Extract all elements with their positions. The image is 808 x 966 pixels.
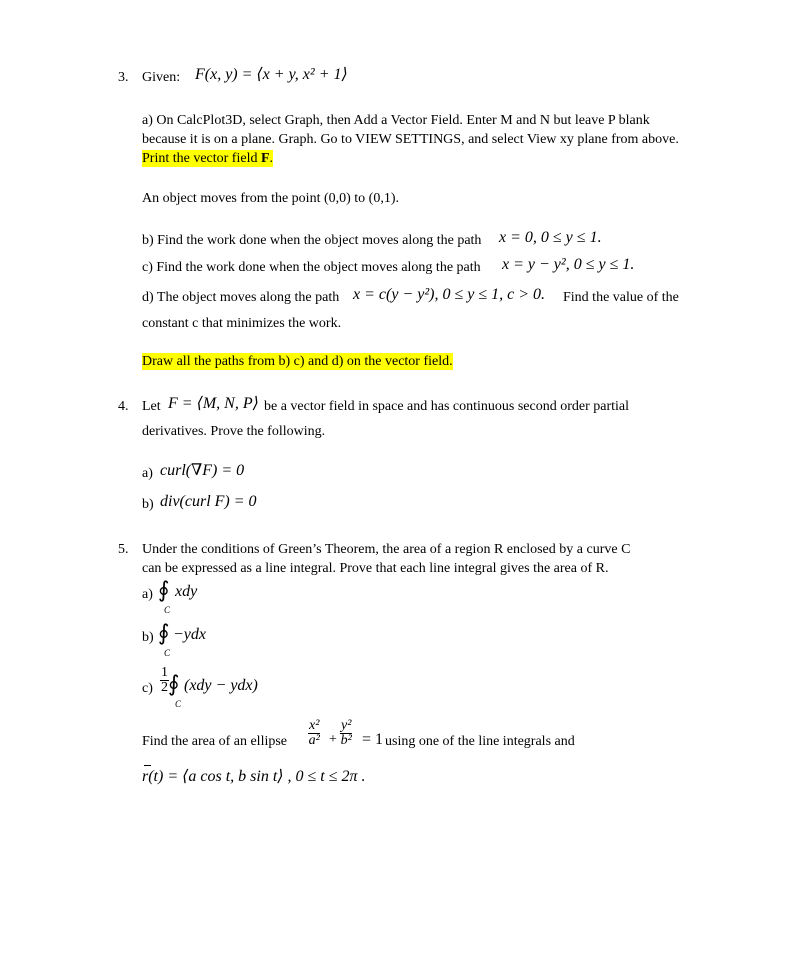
q3-part-b-expression: x = 0, 0 ≤ y ≤ 1. — [499, 229, 602, 246]
b-squared: b² — [340, 733, 352, 748]
q4-number: 4. — [118, 399, 129, 414]
one-half-numerator: 1 — [161, 665, 168, 680]
y-squared: y² — [341, 718, 352, 733]
contour-subscript-b: C — [164, 648, 171, 658]
y-over-b-fraction — [340, 719, 352, 748]
ellipse-plus: + — [329, 732, 337, 747]
q3-part-d-line2: constant c that minimizes the work. — [142, 316, 342, 331]
a-squared: a² — [308, 733, 320, 748]
contour-integral-symbol-c: ∮ — [168, 672, 180, 697]
ellipse-equals-one: = 1 — [362, 731, 384, 748]
q4-part-b-expression: div(curl F) = 0 — [160, 493, 257, 510]
q5-line2: can be expressed as a line integral. Prove that each line integral gives the area of R. — [142, 561, 609, 576]
contour-integral-symbol-b: ∮ — [158, 621, 170, 646]
q3-given-label: Given: — [142, 70, 181, 85]
q5-number: 5. — [118, 542, 129, 557]
one-half-denominator: 2 — [161, 680, 168, 695]
q5-part-a-expression: xdy — [175, 583, 198, 600]
q3-part-d-text2: Find the value of the — [563, 290, 679, 305]
q4-part-b-label: b) — [142, 497, 154, 512]
q4-part-a-expression: curl(∇F) = 0 — [160, 462, 245, 479]
q4-line2: derivatives. Prove the following. — [142, 424, 326, 439]
q5-find-area-text2: using one of the line integrals and — [385, 734, 575, 749]
q5-parametrization: r(t) = ⟨a cos t, b sin t⟩ , 0 ≤ t ≤ 2π . — [142, 768, 366, 785]
q5-line1: Under the conditions of Green’s Theorem, the area of a region R enclosed by a curve C — [142, 542, 631, 557]
q3-part-a-line1: a) On CalcPlot3D, select Graph, then Add a Vector Field. Enter M and N but leave P blank — [142, 113, 650, 128]
q5-part-b-expression: −ydx — [173, 626, 206, 643]
q4-part-a-label: a) — [142, 466, 153, 481]
q5-part-b-label: b) — [142, 630, 154, 645]
contour-subscript-c: C — [175, 699, 182, 709]
q3-number: 3. — [118, 70, 129, 85]
q3-part-c-text: c) Find the work done when the object moves along the path — [142, 260, 481, 275]
contour-subscript-a: C — [164, 605, 171, 615]
q3-draw-highlight: Draw all the paths from b) c) and d) on the vector field. — [142, 354, 453, 369]
q4-text2: be a vector field in space and has continuous second order partial — [264, 399, 630, 414]
q3-part-d-expression: x = c(y − y²), 0 ≤ y ≤ 1, c > 0. — [353, 286, 546, 303]
q3-print-period: . — [269, 151, 274, 166]
q3-print-bold-f: F — [260, 151, 270, 166]
q3-given-expression: F(x, y) = ⟨x + y, x² + 1⟩ — [195, 66, 348, 83]
x-squared: x² — [309, 718, 320, 733]
q5-part-c-expression: (xdy − ydx) — [184, 677, 258, 694]
q3-part-b-text: b) Find the work done when the object moves along the path — [142, 233, 482, 248]
q3-print-text: Print the vector field — [142, 151, 261, 166]
q5-part-c-label: c) — [142, 681, 153, 696]
q3-part-a-line2: because it is on a plane. Graph. Go to VIEW SETTINGS, and select View xy plane from above. — [142, 132, 679, 147]
q3-part-d-text: d) The object moves along the path — [142, 290, 340, 305]
q4-expression: F = ⟨M, N, P⟩ — [168, 395, 259, 412]
vector-arrow-mark — [144, 765, 151, 766]
x-over-a-fraction — [308, 719, 320, 748]
contour-integral-symbol-a: ∮ — [158, 578, 170, 603]
q3-object-moves: An object moves from the point (0,0) to (0,1). — [142, 191, 400, 206]
q3-part-c-expression: x = y − y², 0 ≤ y ≤ 1. — [502, 256, 635, 273]
q5-find-area-text: Find the area of an ellipse — [142, 734, 288, 749]
q4-let: Let — [142, 399, 161, 414]
q5-part-a-label: a) — [142, 587, 153, 602]
q3-print-highlight — [142, 150, 273, 167]
